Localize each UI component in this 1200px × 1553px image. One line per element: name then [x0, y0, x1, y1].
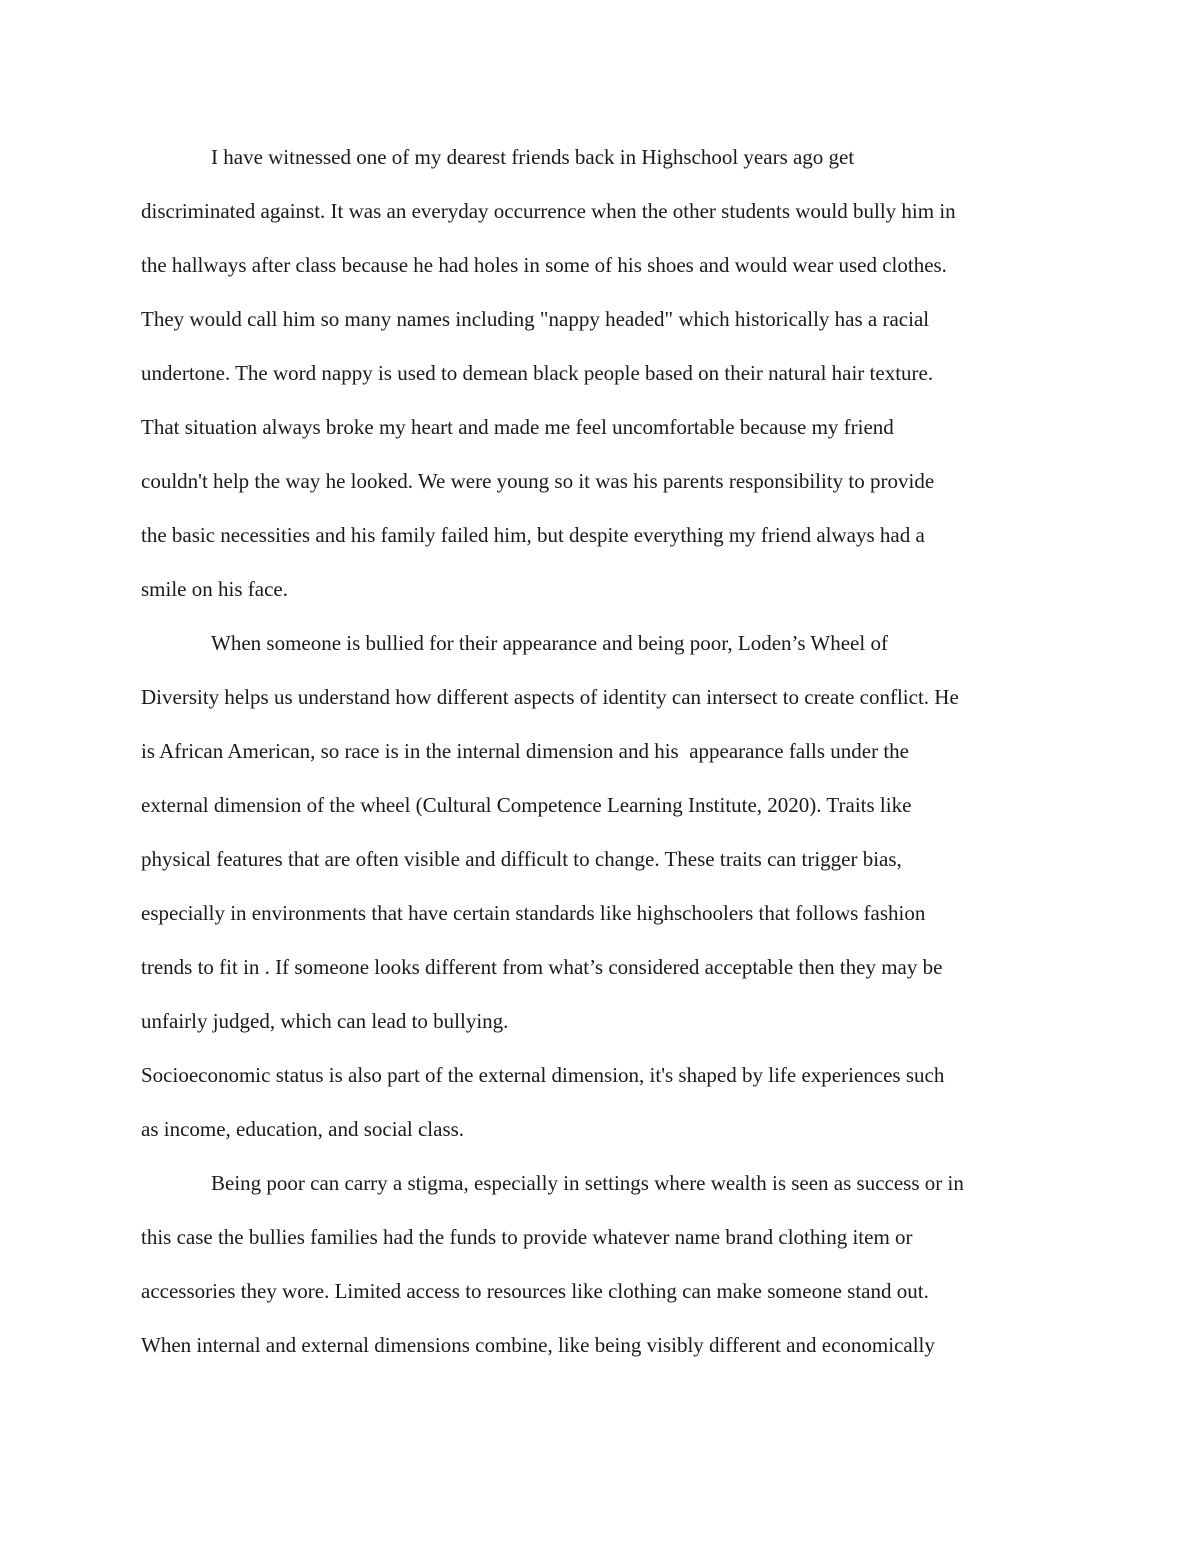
text-line: the hallways after class because he had holes in some of his shoes and would wear used clothes.: [141, 253, 947, 277]
text-line: That situation always broke my heart and made me feel uncomfortable because my friend: [141, 415, 894, 439]
text-line: as income, education, and social class.: [141, 1117, 465, 1141]
text-line: trends to fit in . If someone looks different from what’s considered acceptable then they may be: [141, 955, 943, 979]
text-line: accessories they wore. Limited access to resources like clothing can make someone stand out.: [141, 1279, 929, 1303]
text-line: undertone. The word nappy is used to demean black people based on their natural hair texture.: [141, 361, 934, 385]
text-line: unfairly judged, which can lead to bullying.: [141, 1009, 509, 1033]
text-line: especially in environments that have certain standards like highschoolers that follows fashion: [141, 901, 926, 925]
text-line: this case the bullies families had the funds to provide whatever name brand clothing item or: [141, 1225, 913, 1249]
text-line: external dimension of the wheel (Cultural Competence Learning Institute, 2020). Traits like: [141, 793, 912, 817]
text-line: I have witnessed one of my dearest friends back in Highschool years ago get: [211, 145, 855, 169]
text-line: Being poor can carry a stigma, especially in settings where wealth is seen as success or in: [211, 1171, 964, 1195]
text-line: physical features that are often visible and difficult to change. These traits can trigger bias,: [141, 847, 902, 871]
text-line: smile on his face.: [141, 577, 288, 601]
text-line: When someone is bullied for their appearance and being poor, Loden’s Wheel of: [211, 631, 888, 655]
text-line: They would call him so many names including "nappy headed" which historically has a racial: [141, 307, 930, 331]
text-line: couldn't help the way he looked. We were young so it was his parents responsibility to provide: [141, 469, 935, 493]
text-line: When internal and external dimensions combine, like being visibly different and economically: [141, 1333, 935, 1357]
text-line: the basic necessities and his family failed him, but despite everything my friend always had a: [141, 523, 925, 547]
text-line: is African American, so race is in the internal dimension and his appearance falls under the: [141, 739, 909, 763]
text-line: Socioeconomic status is also part of the external dimension, it's shaped by life experiences such: [141, 1063, 945, 1087]
text-line: discriminated against. It was an everyday occurrence when the other students would bully him in: [141, 199, 956, 223]
text-line: Diversity helps us understand how different aspects of identity can intersect to create conflict. He: [141, 685, 959, 709]
